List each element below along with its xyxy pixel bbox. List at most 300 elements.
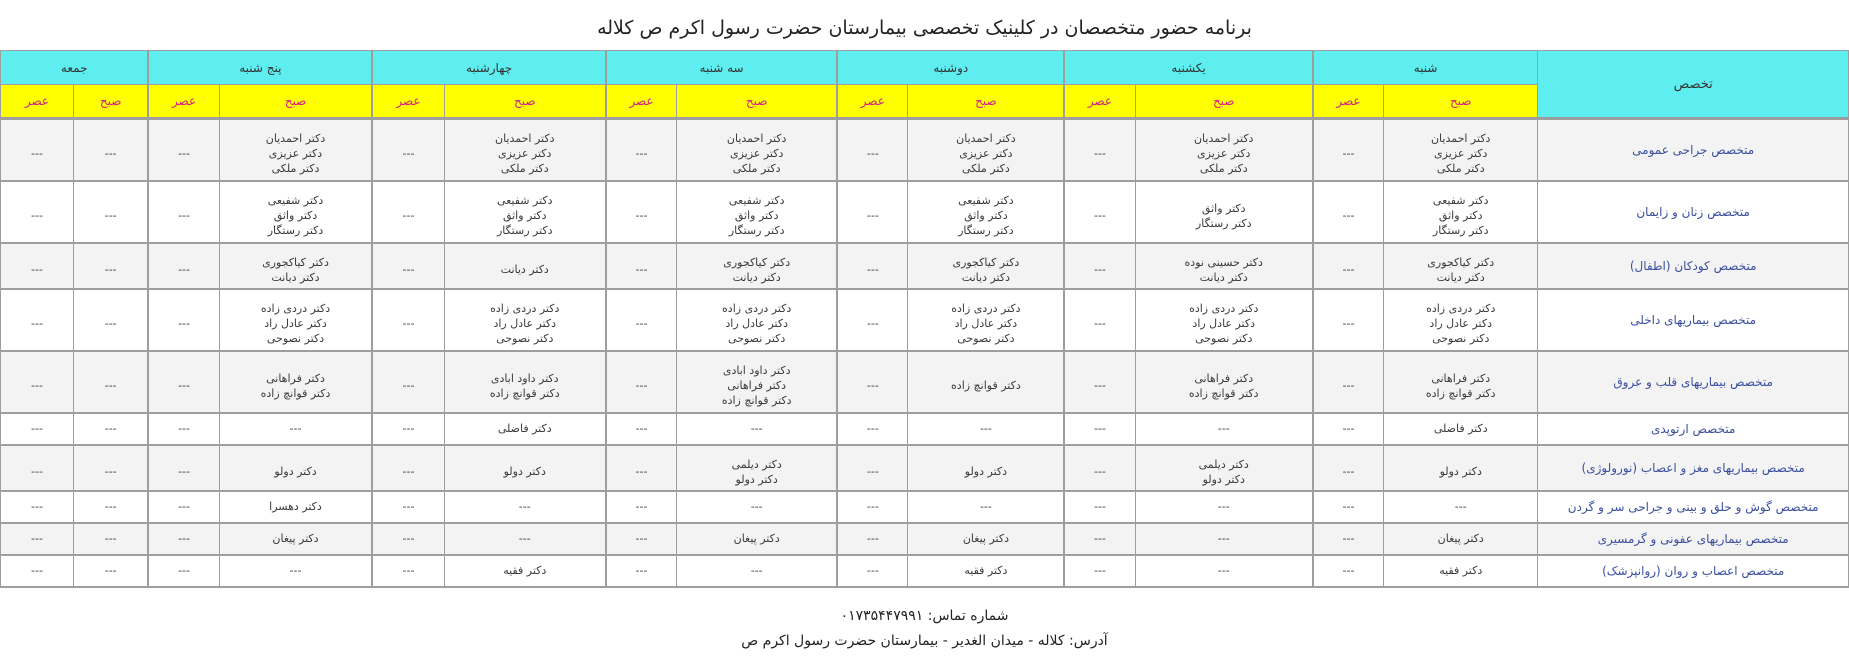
doctor-name: --- [104,209,117,222]
doctor-name: --- [866,263,879,276]
doctor-name: --- [178,263,190,276]
morning-cell [73,119,148,181]
morning-cell [73,351,148,413]
evening-cell [1313,119,1384,181]
day-header: پنج شنبه [148,51,372,85]
evening-cell [606,523,677,555]
doctor-name: --- [866,317,879,330]
doctor-name: دکتر دیانت [500,263,549,276]
doctor-name: --- [1093,500,1106,513]
morning-header: صبح [1135,85,1313,119]
morning-cell [677,289,838,351]
morning-cell [444,351,606,413]
morning-cell [908,351,1064,413]
doctor-name: دکتر فراهانی [266,371,325,385]
morning-cell [444,445,606,491]
evening-cell [148,491,219,523]
doctor-name: دکتر نصوحی [728,332,786,345]
doctor-name: دکتر رستگار [267,224,324,237]
morning-cell [677,555,838,587]
specialty-header: تخصص [1538,51,1849,119]
morning-cell [1135,243,1313,289]
doctor-name: دکتر عادل راد [725,317,788,330]
morning-cell [677,445,838,491]
evening-cell [148,523,219,555]
evening-cell [1313,289,1384,351]
morning-cell [219,445,372,491]
evening-cell [1313,351,1384,413]
doctor-name: دکتر فقیه [1439,564,1483,577]
doctor-name: دکتر نصوحی [1195,332,1253,345]
morning-cell [73,181,148,243]
specialty-name: متخصص اعصاب و روان (روانپزشک) [1538,555,1849,587]
evening-cell [837,491,908,523]
table-row [1,555,1849,587]
doctor-name: --- [1217,422,1230,435]
doctor-name: دکتر ملکی [732,162,781,176]
doctor-name: --- [1342,465,1355,478]
doctor-name: --- [866,379,879,392]
doctor-name: --- [635,564,648,577]
evening-cell [837,445,908,491]
morning-cell [908,555,1064,587]
doctor-name: دکتر دیانت [1199,270,1248,284]
doctor-name: --- [1093,422,1106,435]
doctor-name: دکتر فاضلی [497,422,552,435]
doctor-name: --- [635,317,648,330]
evening-header: عصر [606,85,677,119]
doctor-name: دکتر احمدیان [1193,132,1254,146]
doctor-name: --- [31,209,43,222]
specialty-name: متخصص زنان و زایمان [1538,181,1849,243]
schedule-table [0,50,1849,588]
doctor-name: --- [1093,532,1106,545]
evening-cell [372,491,444,523]
morning-cell [1384,413,1538,445]
morning-cell [1384,445,1538,491]
doctor-name: --- [635,465,648,478]
doctor-name: دکتر احمدیان [956,132,1016,146]
doctor-name: --- [635,422,648,435]
address: آدرس: کلاله - میدان الغدیر - بیمارستان حضرت رسول اکرم ص [741,632,1108,649]
doctor-name: دکتر دولو [1202,472,1245,486]
doctor-name: دکتر قوانچ زاده [951,379,1021,392]
doctor-name: --- [178,500,190,513]
morning-cell [219,523,372,555]
doctor-name: --- [402,317,415,330]
doctor-name: دکتر دولو [274,465,317,478]
page-title: برنامه حضور متخصصان در کلینیک تخصصی بیمارستان حضرت رسول اکرم ص کلاله [597,17,1252,39]
doctor-name: دکتر دیانت [961,270,1010,284]
table-row [1,181,1849,243]
morning-cell [677,491,838,523]
morning-cell [1135,119,1313,181]
doctor-name: دکتر دردی زاده [1189,302,1259,315]
doctor-name: --- [178,532,190,545]
doctor-name: دکتر عزیزی [268,147,323,161]
doctor-name: --- [866,532,879,545]
evening-cell [1064,555,1135,587]
doctor-name: --- [289,564,302,577]
doctor-name: --- [402,147,415,161]
doctor-name: --- [979,500,992,513]
day-header: سه شنبه [606,51,837,85]
morning-cell [219,289,372,351]
doctor-name: دکتر ملکی [271,162,320,176]
doctor-name: دکتر پیغان [272,532,319,545]
day-header: یکشنبه [1064,51,1313,85]
morning-cell [1384,523,1538,555]
doctor-name: دکتر عزیزی [1197,147,1251,161]
morning-cell [908,181,1064,243]
morning-header: صبح [444,85,606,119]
morning-cell [444,181,606,243]
doctor-name: --- [1217,500,1230,513]
evening-cell [1313,413,1384,445]
evening-cell [837,181,908,243]
evening-cell [148,351,219,413]
doctor-name: --- [1093,465,1106,478]
doctor-name: --- [1342,317,1355,330]
morning-cell [73,555,148,587]
doctor-name: --- [518,500,531,513]
doctor-name: --- [1342,422,1355,435]
doctor-name: دکتر نصوحی [1432,332,1490,345]
morning-cell [444,555,606,587]
evening-cell [1064,351,1135,413]
doctor-name: دکتر کیاکجوری [1427,255,1495,269]
specialty-name: متخصص گوش و حلق و بینی و جراحی سر و گردن [1538,491,1849,523]
doctor-name: دکتر عزیزی [1434,147,1488,161]
evening-cell [1064,491,1135,523]
doctor-name: --- [866,500,879,513]
doctor-name: دکتر فراهانی [1194,371,1254,385]
morning-cell [677,181,838,243]
specialty-name: متخصص بیماریهای قلب و عروق [1538,351,1849,413]
specialty-name: متخصص بیماریهای داخلی [1538,289,1849,351]
doctor-name: دکتر رستگار [728,224,785,237]
doctor-name: دکتر قوانچ زاده [721,394,792,407]
doctor-name: --- [866,422,879,435]
morning-cell [1135,181,1313,243]
doctor-name: دکتر دولو [1439,465,1482,478]
day-header: جمعه [1,51,149,85]
doctor-name: --- [635,379,648,392]
doctor-name: --- [178,465,190,478]
evening-cell [606,555,677,587]
doctor-name: دکتر دیانت [271,270,320,284]
doctor-name: دکتر عادل راد [1192,317,1256,330]
evening-cell [1064,445,1135,491]
doctor-name: دکتر عزیزی [959,147,1013,161]
doctor-name: دکتر کیاکجوری [952,255,1020,269]
doctor-name: --- [979,422,992,435]
doctor-name: --- [866,209,879,222]
doctor-name: دکتر دیانت [732,270,781,284]
table-row [1,243,1849,289]
doctor-name: --- [31,379,43,392]
morning-cell [1135,555,1313,587]
doctor-name: دکتر عادل راد [1429,317,1493,330]
doctor-name: دکتر ملکی [961,162,1010,176]
day-header: دوشنبه [837,51,1064,85]
doctor-name: --- [289,422,302,435]
evening-cell [372,413,444,445]
doctor-name: دکتر شفیعی [267,194,324,207]
doctor-name: دکتر احمدیان [494,132,555,146]
morning-cell [1135,523,1313,555]
doctor-name: --- [866,564,879,577]
table-row [1,351,1849,413]
doctor-name: --- [31,422,43,435]
doctor-name: دکتر شفیعی [1432,194,1489,207]
evening-cell [148,243,219,289]
evening-cell [1313,523,1384,555]
doctor-name: دکتر واثق [1438,209,1483,222]
doctor-name: دکتر رستگار [958,224,1014,237]
morning-cell [444,491,606,523]
evening-cell [606,491,677,523]
morning-cell [444,413,606,445]
evening-cell [1064,119,1135,181]
doctor-name: --- [104,379,117,392]
morning-cell [73,523,148,555]
evening-cell [837,523,908,555]
evening-cell [1313,181,1384,243]
doctor-name: --- [1342,532,1355,545]
doctor-name: --- [402,564,415,577]
evening-cell [606,351,677,413]
evening-cell [1,289,74,351]
evening-cell [837,243,908,289]
schedule-body [1,119,1849,587]
evening-cell [606,413,677,445]
evening-cell [372,289,444,351]
evening-cell [606,181,677,243]
doctor-name: --- [402,422,415,435]
morning-cell [677,413,838,445]
doctor-name: دکتر عادل راد [493,317,557,330]
doctor-name: --- [635,209,648,222]
evening-cell [1,243,74,289]
doctor-name: --- [402,379,415,392]
doctor-name: دکتر دولو [735,472,778,486]
doctor-name: دکتر داود ابادی [722,364,791,377]
evening-cell [1,119,74,181]
doctor-name: --- [104,263,117,276]
morning-header: صبح [73,85,148,119]
evening-header: عصر [1,85,74,119]
footer [0,604,1849,654]
morning-cell [73,289,148,351]
doctor-name: دکتر نصوحی [957,332,1015,345]
morning-cell [73,243,148,289]
doctor-name: --- [635,263,648,276]
doctor-name: --- [1454,500,1467,513]
evening-cell [837,289,908,351]
evening-header: عصر [372,85,444,119]
evening-cell [1,555,74,587]
doctor-name: --- [178,209,190,222]
specialty-name: متخصص ارتوپدی [1538,413,1849,445]
morning-cell [908,289,1064,351]
evening-cell [1313,445,1384,491]
morning-cell [1135,491,1313,523]
morning-cell [73,445,148,491]
doctor-name: دکتر رستگار [1195,216,1252,230]
doctor-name: --- [104,317,117,330]
doctor-name: دکتر قوانچ زاده [1188,386,1259,400]
evening-cell [1,491,74,523]
morning-cell [1135,413,1313,445]
morning-cell [1384,491,1538,523]
morning-cell [73,413,148,445]
doctor-name: --- [104,532,117,545]
evening-cell [372,119,444,181]
doctor-name: دکتر واثق [273,209,318,222]
doctor-name: --- [1093,209,1106,222]
doctor-name: دکتر قوانچ زاده [1425,386,1496,400]
doctor-name: --- [178,422,190,435]
doctor-name: دکتر دردی زاده [951,302,1021,315]
doctor-name: دکتر دولو [503,465,546,478]
doctor-name: --- [1342,379,1355,392]
doctor-name: دکتر نصوحی [496,332,554,345]
specialty-name: متخصص جراحی عمومی [1538,119,1849,181]
doctor-name: دکتر پیغان [962,532,1009,545]
evening-cell [372,181,444,243]
evening-cell [372,351,444,413]
evening-cell [1,181,74,243]
doctor-name: --- [866,465,879,478]
doctor-name: دکتر واثق [502,209,547,222]
doctor-name: --- [402,532,415,545]
doctor-name: دکتر عادل راد [954,317,1018,330]
morning-cell [219,555,372,587]
doctor-name: --- [178,379,190,392]
doctor-name: --- [750,564,763,577]
doctor-name: دکتر دردی زاده [260,302,331,315]
morning-cell [908,445,1064,491]
doctor-name: دکتر شفیعی [958,194,1014,207]
evening-cell [1064,181,1135,243]
doctor-name: --- [31,564,43,577]
morning-cell [1384,119,1538,181]
evening-cell [148,289,219,351]
doctor-name: دکتر عزیزی [729,147,784,161]
morning-cell [219,413,372,445]
morning-cell [908,523,1064,555]
doctor-name: --- [104,465,117,478]
doctor-name: دکتر شفیعی [496,194,553,207]
evening-cell [1,413,74,445]
doctor-name: --- [31,263,43,276]
evening-cell [606,445,677,491]
table-row [1,491,1849,523]
specialty-name: متخصص بیماریهای مغز و اعصاب (نورولوژی) [1538,445,1849,491]
evening-cell [1313,491,1384,523]
morning-cell [1384,289,1538,351]
doctor-name: دکتر حسینی نوده [1184,255,1263,269]
morning-cell [677,243,838,289]
doctor-name: --- [104,147,117,161]
morning-cell [1384,181,1538,243]
doctor-name: دکتر ملکی [500,162,549,176]
contact-phone: شماره تماس: ۰۱۷۳۵۴۴۷۹۹۱ [840,607,1009,624]
doctor-name: --- [866,147,879,161]
table-row [1,445,1849,491]
doctor-name: --- [1342,209,1355,222]
doctor-name: --- [31,465,43,478]
morning-cell [219,491,372,523]
doctor-name: دکتر دهسرا [269,500,322,513]
morning-cell [908,119,1064,181]
evening-cell [1064,523,1135,555]
doctor-name: دکتر رستگار [1432,224,1489,237]
doctor-name: --- [402,263,415,276]
table-row [1,413,1849,445]
doctor-name: دکتر واثق [1201,201,1246,215]
evening-cell [372,555,444,587]
doctor-name: --- [31,500,43,513]
doctor-name: دکتر واثق [734,209,779,222]
doctor-name: --- [178,147,190,161]
evening-cell [837,555,908,587]
doctor-name: دکتر دردی زاده [1426,302,1496,315]
doctor-name: دکتر واثق [964,209,1008,222]
evening-cell [606,289,677,351]
table-row [1,119,1849,181]
morning-header: صبح [219,85,372,119]
evening-cell [372,445,444,491]
doctor-name: --- [104,564,117,577]
doctor-name: --- [31,317,43,330]
evening-cell [1,523,74,555]
evening-cell [148,119,219,181]
doctor-name: دکتر دردی زاده [490,302,560,315]
day-header-row [1,51,1849,85]
doctor-name: --- [750,422,763,435]
morning-header: صبح [677,85,838,119]
doctor-name: دکتر دیانت [1436,270,1485,284]
evening-cell [837,351,908,413]
doctor-name: --- [402,465,415,478]
morning-cell [677,351,838,413]
doctor-name: دکتر دردی زاده [722,302,792,315]
evening-cell [1,445,74,491]
morning-cell [219,351,372,413]
doctor-name: --- [178,564,190,577]
doctor-name: دکتر کیاکجوری [262,255,329,269]
doctor-name: دکتر احمدیان [265,132,326,146]
doctor-name: --- [1093,379,1106,392]
doctor-name: دکتر پیغان [1437,532,1484,545]
morning-cell [444,289,606,351]
doctor-name: --- [635,532,648,545]
doctor-name: دکتر فقیه [964,564,1008,577]
doctor-name: --- [750,500,763,513]
doctor-name: --- [402,209,415,222]
specialty-name: متخصص بیماریهای عفونی و گرمسیری [1538,523,1849,555]
evening-cell [1313,243,1384,289]
doctor-name: دکتر فقیه [503,564,547,577]
evening-cell [837,119,908,181]
doctor-name: دکتر دولو [964,465,1008,478]
evening-cell [606,243,677,289]
day-header: چهارشنبه [372,51,606,85]
morning-cell [219,243,372,289]
evening-cell [837,413,908,445]
